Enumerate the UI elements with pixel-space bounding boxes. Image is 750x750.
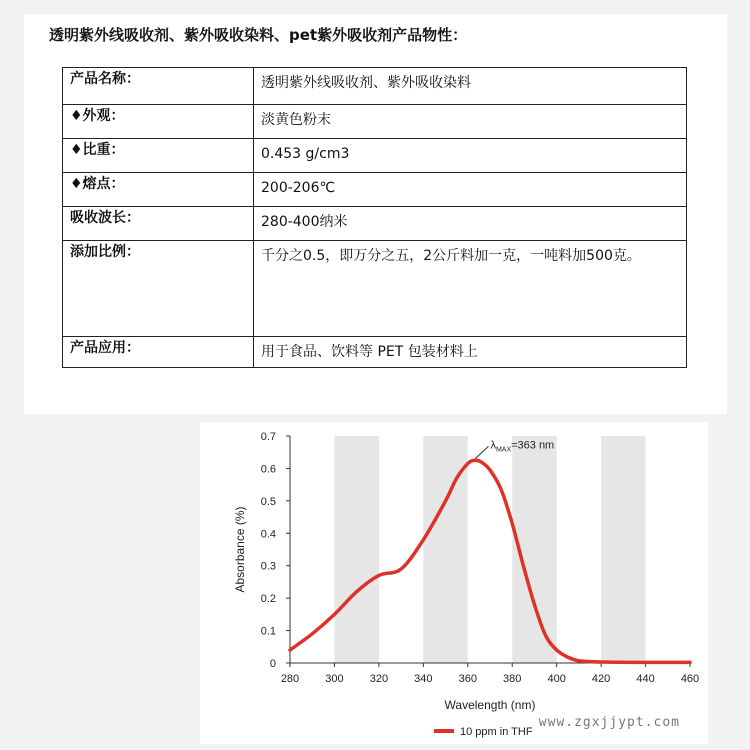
spec-key: ♦熔点： bbox=[63, 173, 254, 207]
x-tick-label: 320 bbox=[369, 673, 389, 685]
peak-annotation: $\lambda_{MAX}=363$ nm bbox=[490, 439, 555, 454]
spec-table bbox=[62, 67, 687, 368]
spec-value: 千分之0.5，即万分之五，2公斤料加一克，一吨料加500克。 bbox=[254, 241, 687, 337]
spec-value: 280-400纳米 bbox=[254, 207, 687, 241]
y-tick-label: 0.1 bbox=[260, 625, 276, 638]
spec-key: 产品应用： bbox=[63, 337, 254, 368]
spec-value: 透明紫外线吸收剂、紫外吸收染料 bbox=[254, 68, 687, 105]
legend bbox=[434, 726, 533, 738]
y-tick-label: 0.7 bbox=[260, 431, 276, 443]
spec-value: 淡黄色粉末 bbox=[254, 105, 687, 139]
y-tick-label: 0.4 bbox=[260, 528, 276, 541]
annotation-leader bbox=[475, 446, 488, 458]
spec-key: 产品名称： bbox=[63, 68, 254, 105]
page-title: 透明紫外线吸收剂、紫外吸收染料、pet紫外吸收剂产品物性： bbox=[49, 26, 468, 44]
y-tick-label: 0.6 bbox=[260, 463, 276, 476]
table-row bbox=[63, 337, 687, 368]
spec-value: 用于食品、饮料等 PET 包装材料上 bbox=[254, 337, 687, 368]
spec-key: ♦外观： bbox=[63, 105, 254, 139]
watermark: www.zgxjjypt.com bbox=[538, 715, 680, 730]
x-tick-label: 460 bbox=[680, 673, 700, 685]
spec-sheet bbox=[24, 14, 727, 414]
chart-svg bbox=[200, 422, 708, 744]
x-tick-label: 400 bbox=[547, 673, 566, 685]
spec-key: 吸收波长： bbox=[63, 207, 254, 241]
spec-key: ♦比重： bbox=[63, 139, 254, 173]
x-tick-label: 280 bbox=[280, 673, 300, 685]
table-row bbox=[63, 207, 687, 241]
x-tick-label: 340 bbox=[414, 673, 433, 685]
spec-value: 200-206℃ bbox=[254, 173, 687, 207]
x-tick-label: 300 bbox=[325, 673, 344, 685]
y-axis-label: Absorbance (%) bbox=[233, 506, 247, 593]
x-tick-label: 360 bbox=[458, 673, 477, 685]
table-row bbox=[63, 139, 687, 173]
legend-label: 10 ppm in THF bbox=[460, 726, 533, 738]
absorbance-chart bbox=[200, 422, 708, 744]
x-tick-label: 440 bbox=[636, 673, 655, 685]
y-tick-label: 0.3 bbox=[260, 560, 276, 573]
table-row bbox=[63, 105, 687, 139]
x-tick-label: 420 bbox=[591, 673, 611, 685]
shaded-band bbox=[601, 436, 645, 663]
y-tick-label: 0.2 bbox=[260, 593, 276, 606]
table-row bbox=[63, 241, 687, 337]
spec-value: 0.453 g/cm3 bbox=[254, 139, 687, 173]
table-row bbox=[63, 68, 687, 105]
x-axis-label: Wavelength (nm) bbox=[444, 698, 536, 712]
y-tick-label: 0 bbox=[269, 658, 276, 670]
spec-key: 添加比例： bbox=[63, 241, 254, 337]
x-tick-label: 380 bbox=[503, 673, 522, 685]
y-tick-label: 0.5 bbox=[260, 495, 276, 508]
shaded-band bbox=[334, 436, 378, 663]
table-row bbox=[63, 173, 687, 207]
